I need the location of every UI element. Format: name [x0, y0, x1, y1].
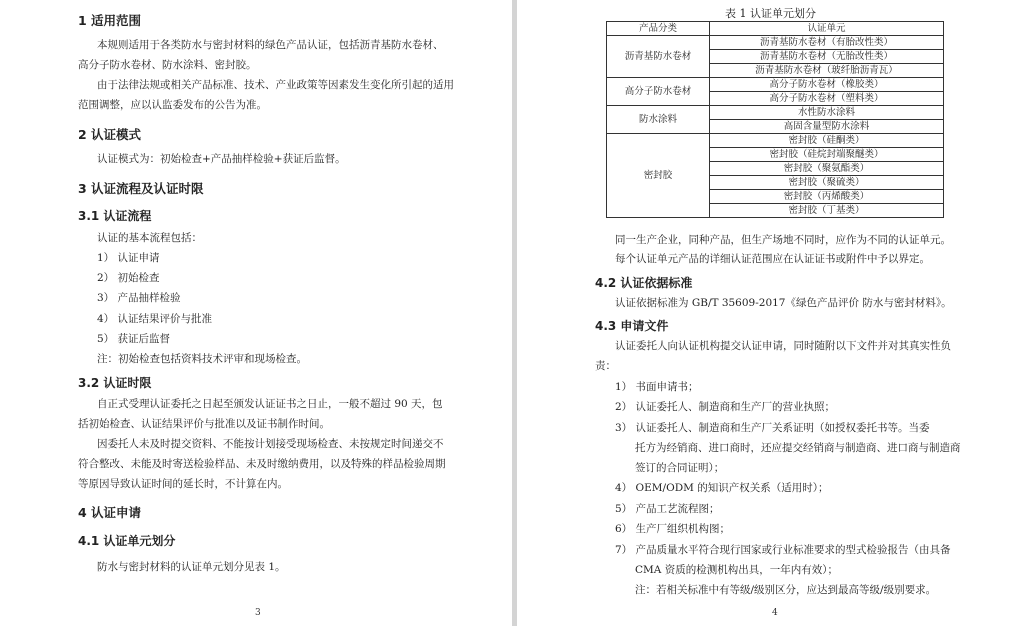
s1-p2-line2: 范围调整，应以认监委发布的公告为准。 — [78, 99, 267, 111]
table-category: 沥青基防水卷材 — [607, 36, 710, 78]
section-4-2-title: 4.2 认证依据标准 — [595, 276, 693, 290]
list-item: 3） 产品抽样检验 — [97, 292, 181, 304]
list-item: 4） 认证结果评价与批准 — [97, 313, 213, 325]
list-item-continuation: CMA 资质的检测机构出具，一年内有效）； — [635, 564, 838, 576]
unit-table — [606, 21, 944, 218]
table-unit: 高固含量型防水涂料 — [710, 120, 944, 134]
table-unit: 水性防水涂料 — [710, 106, 944, 120]
s43-intro-line2: 责： — [595, 360, 616, 372]
s32-p1-line1: 自正式受理认证委托之日起至颁发认证证书之日止，一般不超过 90 天，包 — [97, 398, 443, 410]
s32-p2-line1: 因委托人未及时提交资料、不能按计划接受现场检查、未按规定时间递交不 — [97, 438, 444, 450]
s1-p2-line1: 由于法律法规或相关产品标准、技术、产业政策等因素发生变化所引起的适用 — [97, 79, 454, 91]
s31-intro: 认证的基本流程包括： — [97, 232, 202, 244]
list-item: 1） 书面申请书； — [615, 381, 699, 393]
list-item: 2） 认证委托人、制造商和生产厂的营业执照； — [615, 401, 836, 413]
table-unit: 密封胶（聚硫类） — [710, 176, 944, 190]
s32-p2-line2: 符合整改、未能及时寄送检验样品、未及时缴纳费用，以及特殊的样品检验周期 — [78, 458, 446, 470]
s41-p1: 防水与密封材料的认证单元划分见表 1。 — [97, 561, 286, 573]
section-4-title: 4 认证申请 — [78, 505, 142, 520]
section-4-3-title: 4.3 申请文件 — [595, 319, 669, 333]
table-unit: 密封胶（丙烯酸类） — [710, 190, 944, 204]
table-unit: 密封胶（聚氨酯类） — [710, 162, 944, 176]
table-row — [607, 106, 944, 120]
table-row — [607, 134, 944, 148]
s1-p1-line1: 本规则适用于各类防水与密封材料的绿色产品认证，包括沥青基防水卷材、 — [97, 39, 444, 51]
table-unit: 高分子防水卷材（橡胶类） — [710, 78, 944, 92]
table-header-row — [607, 22, 944, 36]
list-item: 7） 产品质量水平符合现行国家或行业标准要求的型式检验报告（由具备 — [615, 544, 951, 556]
table-unit: 密封胶（硅烷封端聚醚类） — [710, 148, 944, 162]
section-2-title: 2 认证模式 — [78, 127, 142, 142]
table-row — [607, 36, 944, 50]
list-item: 5） 产品工艺流程图； — [615, 503, 720, 515]
list-item-continuation: 托方为经销商、进口商时，还应提交经销商与制造商、进口商与制造商 — [635, 442, 961, 454]
table-category: 高分子防水卷材 — [607, 78, 710, 106]
after-table-line2: 每个认证单元产品的详细认证范围应在认证证书或附件中予以界定。 — [615, 253, 930, 265]
table-header-category: 产品分类 — [607, 22, 710, 36]
page-left — [0, 0, 512, 626]
page-number: 3 — [255, 608, 261, 618]
list-item-continuation: 签订的合同证明）； — [635, 462, 725, 474]
table-unit: 沥青基防水卷材（有胎改性类） — [710, 36, 944, 50]
table-caption: 表 1 认证单元划分 — [725, 7, 816, 20]
page-number: 4 — [772, 608, 778, 618]
s2-p1: 认证模式为：初始检查+产品抽样检验+获证后监督。 — [97, 153, 346, 165]
s32-p2-line3: 等原因导致认证时间的延长时，不计算在内。 — [78, 478, 288, 490]
table-unit: 沥青基防水卷材（无胎改性类） — [710, 50, 944, 64]
table-row — [607, 78, 944, 92]
section-3-1-title: 3.1 认证流程 — [78, 209, 152, 223]
table-category: 密封胶 — [607, 134, 710, 218]
section-4-1-title: 4.1 认证单元划分 — [78, 534, 176, 548]
s31-note: 注：初始检查包括资料技术评审和现场检查。 — [97, 353, 307, 365]
s32-p1-line2: 括初始检查、认证结果评价与批准以及证书制作时间。 — [78, 418, 330, 430]
s43-note: 注：若相关标准中有等级/级别区分，应达到最高等级/级别要求。 — [635, 584, 937, 596]
list-item: 2） 初始检查 — [97, 272, 160, 284]
list-item: 6） 生产厂组织机构图； — [615, 523, 731, 535]
table-unit: 沥青基防水卷材（玻纤胎沥青瓦） — [710, 64, 944, 78]
s1-p1-line2: 高分子防水卷材、防水涂料、密封胶。 — [78, 59, 257, 71]
table-category: 防水涂料 — [607, 106, 710, 134]
section-1-title: 1 适用范围 — [78, 13, 142, 28]
table-unit: 高分子防水卷材（塑料类） — [710, 92, 944, 106]
s43-intro-line1: 认证委托人向认证机构提交认证申请，同时随附以下文件并对其真实性负 — [615, 340, 951, 352]
table-unit: 密封胶（硅酮类） — [710, 134, 944, 148]
s42-p1: 认证依据标准为 GB/T 35609-2017《绿色产品评价 防水与密封材料》。 — [615, 297, 952, 309]
list-item: 3） 认证委托人、制造商和生产厂关系证明（如授权委托书等。当委 — [615, 422, 930, 434]
page-right — [517, 0, 1029, 626]
list-item: 4） OEM/ODM 的知识产权关系（适用时）； — [615, 482, 829, 494]
after-table-line1: 同一生产企业，同种产品，但生产场地不同时，应作为不同的认证单元。 — [615, 234, 951, 246]
section-3-title: 3 认证流程及认证时限 — [78, 181, 204, 196]
table-header-unit: 认证单元 — [710, 22, 944, 36]
list-item: 1） 认证申请 — [97, 252, 160, 264]
section-3-2-title: 3.2 认证时限 — [78, 376, 152, 390]
table-unit: 密封胶（丁基类） — [710, 204, 944, 218]
list-item: 5） 获证后监督 — [97, 333, 171, 345]
